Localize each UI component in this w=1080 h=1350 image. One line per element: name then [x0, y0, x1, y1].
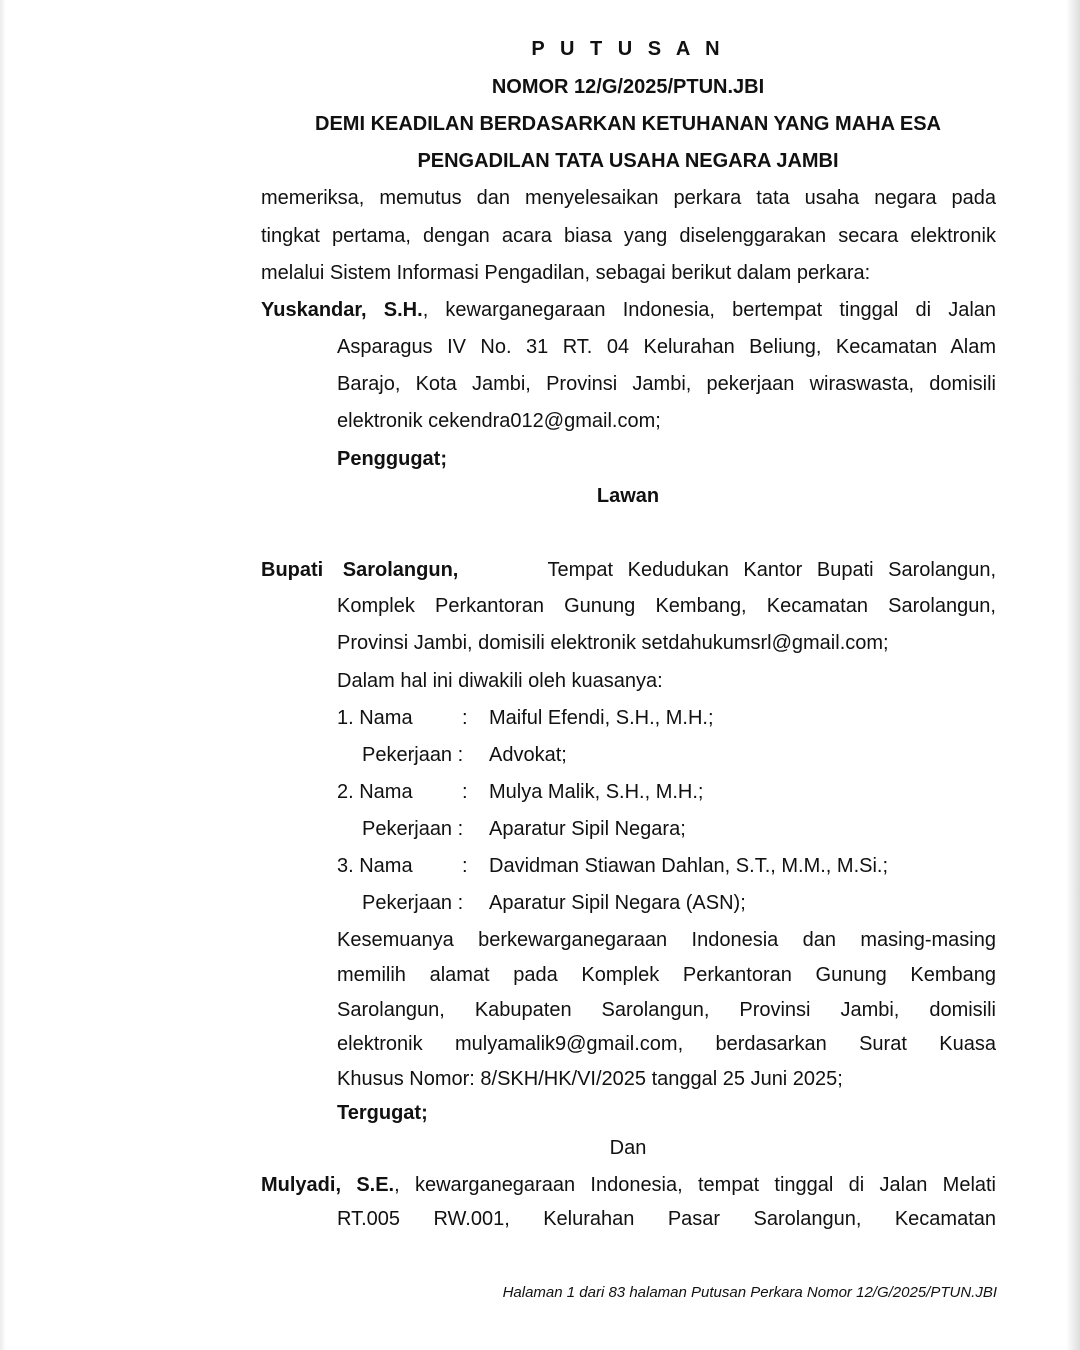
kuasa-3-name: Davidman Stiawan Dahlan, S.T., M.M., M.Si.; [489, 855, 889, 877]
third-party-first-line [261, 1173, 996, 1197]
court-name: PENGADILAN TATA USAHA NEGARA JAMBI [417, 150, 839, 172]
kuasa-1-colon: : [462, 707, 468, 729]
tergugat-role: Tergugat; [337, 1102, 428, 1124]
penggugat-line: Barajo, Kota Jambi, Provinsi Jambi, pekerjaan wiraswasta, domisili [337, 373, 996, 395]
intro-line: memeriksa, memutus dan menyelesaikan perkara tata usaha negara pada [261, 187, 996, 209]
tergugat-closing-line: elektronik mulyamalik9@gmail.com, berdasarkan Surat Kuasa [337, 1033, 996, 1055]
irah-irah: DEMI KEADILAN BERDASARKAN KETUHANAN YANG MAHA ESA [315, 113, 941, 135]
tergugat-line: Provinsi Jambi, domisili elektronik setdahukumsrl@gmail.com; [337, 632, 889, 654]
tergugat-closing-line: Khusus Nomor: 8/SKH/HK/VI/2025 tanggal 25 Juni 2025; [337, 1068, 843, 1090]
separator-lawan: Lawan [596, 485, 660, 507]
case-number: NOMOR 12/G/2025/PTUN.JBI [491, 76, 765, 98]
third-party-desc: , kewarganegaraan Indonesia, tempat tinggal di Jalan Melati [394, 1174, 997, 1196]
kuasa-2-name: Mulya Malik, S.H., M.H.; [489, 781, 704, 803]
kuasa-2-job: Aparatur Sipil Negara; [489, 818, 686, 840]
tergugat-closing-line: Sarolangun, Kabupaten Sarolangun, Provinsi Jambi, domisili [337, 999, 996, 1021]
separator-dan: Dan [609, 1137, 647, 1159]
kuasa-3-job: Aparatur Sipil Negara (ASN); [489, 892, 746, 914]
penggugat-desc: , kewarganegaraan Indonesia, bertempat tinggal di Jalan [422, 299, 997, 321]
kuasa-2-label: 2. Nama [337, 781, 413, 803]
kuasa-2-job-label: Pekerjaan : [362, 818, 464, 840]
tergugat-first-line [261, 558, 996, 582]
document-title: P U T U S A N [531, 38, 725, 60]
penggugat-line: elektronik cekendra012@gmail.com; [337, 410, 661, 432]
penggugat-role: Penggugat; [337, 448, 447, 470]
penggugat-first-line [261, 298, 996, 322]
intro-line: melalui Sistem Informasi Pengadilan, sebagai berikut dalam perkara: [261, 262, 871, 284]
tergugat-closing-line: memilih alamat pada Komplek Perkantoran Gunung Kembang [337, 964, 996, 986]
tergugat-desc: Tempat Kedudukan Kantor Bupati Sarolangun, [547, 559, 996, 581]
kuasa-3-job-label: Pekerjaan : [362, 892, 464, 914]
tergugat-line: Komplek Perkantoran Gunung Kembang, Kecamatan Sarolangun, [337, 595, 996, 617]
kuasa-3-colon: : [462, 855, 468, 877]
tergugat-closing-line: Kesemuanya berkewarganegaraan Indonesia dan masing-masing [337, 929, 996, 951]
tergugat-name: Bupati Sarolangun, [261, 559, 459, 581]
page-right-edge [1066, 0, 1080, 1350]
kuasa-1-job: Advokat; [489, 744, 567, 766]
penggugat-name: Yuskandar, S.H. [261, 299, 423, 321]
kuasa-1-job-label: Pekerjaan : [362, 744, 464, 766]
page-footer: Halaman 1 dari 83 halaman Putusan Perkara Nomor 12/G/2025/PTUN.JBI [502, 1284, 997, 1301]
third-party-line: RT.005 RW.001, Kelurahan Pasar Sarolangun, Kecamatan [337, 1208, 996, 1230]
kuasa-2-colon: : [462, 781, 468, 803]
third-party-name: Mulyadi, S.E. [261, 1174, 395, 1196]
kuasa-1-name: Maiful Efendi, S.H., M.H.; [489, 707, 714, 729]
penggugat-line: Asparagus IV No. 31 RT. 04 Kelurahan Beliung, Kecamatan Alam [337, 336, 996, 358]
kuasa-3-label: 3. Nama [337, 855, 413, 877]
intro-line: tingkat pertama, dengan acara biasa yang diselenggarakan secara elektronik [261, 225, 996, 247]
kuasa-1-label: 1. Nama [337, 707, 413, 729]
tergugat-line: Dalam hal ini diwakili oleh kuasanya: [337, 670, 663, 692]
